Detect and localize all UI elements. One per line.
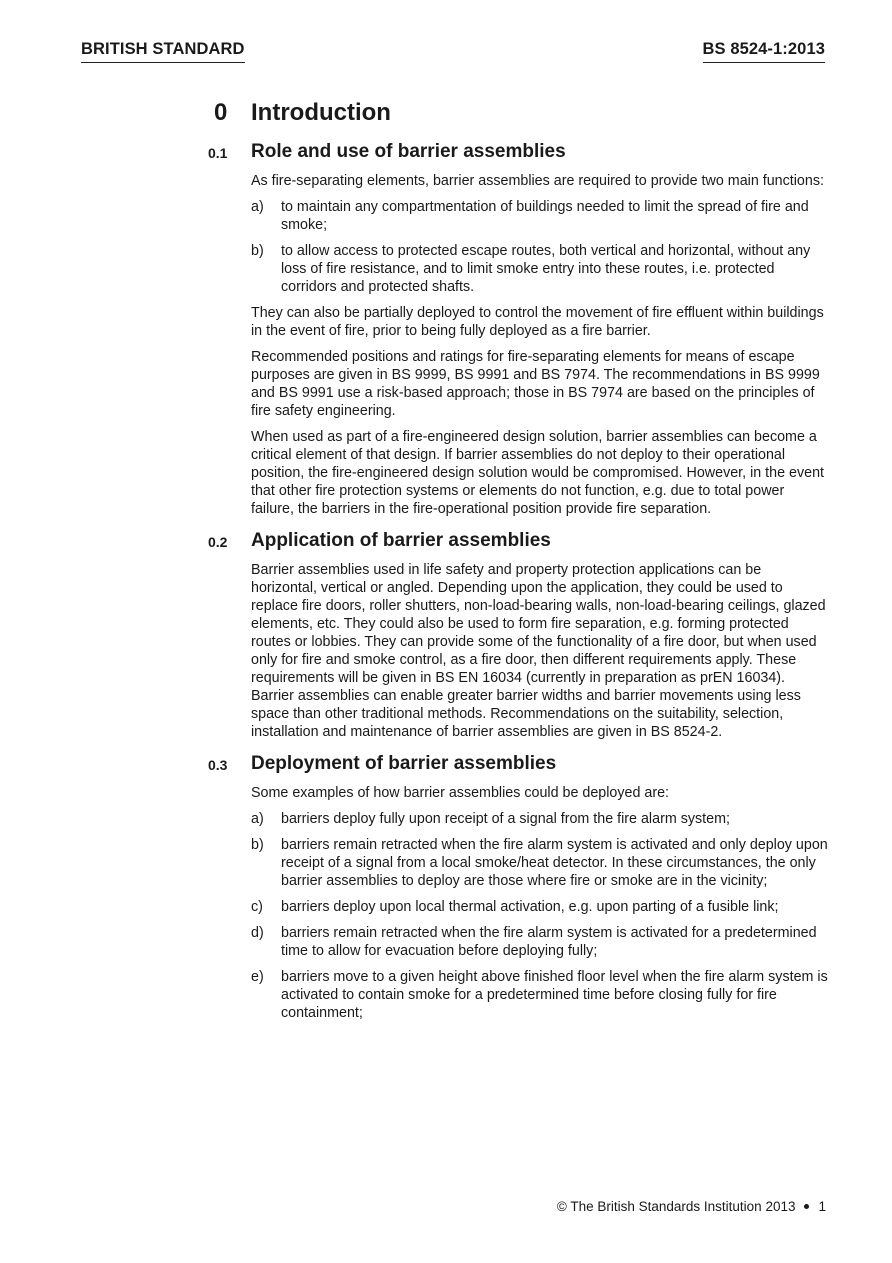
section-0-1 xyxy=(208,140,831,518)
paragraph: They can also be partially deployed to control the movement of fire effluent within buildings in the event of fire, prior to being fully deployed as a fire barrier. xyxy=(251,305,824,339)
list-marker: c) xyxy=(251,899,263,915)
section-title: Role and use of barrier assemblies xyxy=(251,141,566,162)
list-item xyxy=(251,836,831,890)
chapter-title: Introduction xyxy=(251,99,391,126)
section-intro: As fire-separating elements, barrier assemblies are required to provide two main functions: xyxy=(251,173,824,189)
page-footer xyxy=(557,1199,826,1214)
copyright-text: © The British Standards Institution 2013 xyxy=(556,1199,796,1214)
section-number: 0.2 xyxy=(208,534,228,550)
list-marker: b) xyxy=(251,837,264,853)
section-intro: Some examples of how barrier assemblies could be deployed are: xyxy=(251,785,670,801)
list-item-text: barriers deploy fully upon receipt of a signal from the fire alarm system; xyxy=(281,811,730,827)
list-item xyxy=(251,968,831,1022)
list-marker: b) xyxy=(251,243,264,259)
page-number: 1 xyxy=(818,1199,826,1214)
list-item xyxy=(251,898,831,916)
list-item-text: to allow access to protected escape routes, both vertical and horizontal, without any loss of fire resistance, and to limit smoke entry into these routes, i.e. protected corridors and protected shafts. xyxy=(281,243,811,295)
list-item-text: to maintain any compartmentation of buildings needed to limit the spread of fire and smoke; xyxy=(281,199,809,233)
paragraph: Recommended positions and ratings for fire-separating elements for means of escape purposes are given in BS 9999, BS 9991 and BS 7974. The recommendations in BS 9999 and BS 9991 use a risk-based approach; those in BS 7974 are based on the principles of fire safety engineering. xyxy=(251,349,820,419)
list-marker: a) xyxy=(251,199,264,215)
bullet-separator xyxy=(804,1204,809,1209)
chapter-number: 0 xyxy=(214,99,228,126)
section-0-2 xyxy=(208,529,831,741)
section-number: 0.3 xyxy=(208,757,228,773)
list-marker: d) xyxy=(251,925,264,941)
list-item-text: barriers move to a given height above finished floor level when the fire alarm system is activated to contain smoke for a predetermined time before closing fully for fire containment; xyxy=(281,969,828,1021)
section-number: 0.1 xyxy=(208,145,228,161)
list-item xyxy=(251,810,831,828)
section-title: Deployment of barrier assemblies xyxy=(251,753,557,774)
list-marker: e) xyxy=(251,969,264,985)
list-item-text: barriers deploy upon local thermal activation, e.g. upon parting of a fusible link; xyxy=(281,899,779,915)
header-right: BS 8524-1:2013 xyxy=(703,40,825,63)
list-item xyxy=(251,198,831,234)
section-title: Application of barrier assemblies xyxy=(251,530,551,551)
section-0-3 xyxy=(208,752,831,1022)
paragraph: Barrier assemblies used in life safety and property protection applications can be horizontal, vertical or angled. Depending upon the application, they could be used to replace fire doors, roller shutters, non-load-bearing walls, non-load-bearing ceilings, glazed elements, etc. They could also be used to form fire separation, e.g. forming protected routes or lobbies. They can provide some of the functionality of a fire door, but when used only for fire and smoke control, as a fire door, then different requirements apply. These requirements will be given in BS EN 16034 (currently in preparation as prEN 16034). Barrier assemblies can enable greater barrier widths and barrier movements using less space than other traditional methods. Recommendations on the suitability, selection, installation and maintenance of barrier assemblies are given in BS 8524-2. xyxy=(251,562,826,740)
list-item-text: barriers remain retracted when the fire alarm system is activated and only deploy upon receipt of a signal from a local smoke/heat detector. In these circumstances, the only barrier assemblies to deploy are those where fire or smoke are in the vicinity; xyxy=(281,837,828,889)
list-item xyxy=(251,242,831,296)
list-item xyxy=(251,924,831,960)
list-item-text: barriers remain retracted when the fire alarm system is activated for a predetermined time to allow for evacuation before deploying fully; xyxy=(281,925,817,959)
header-left: BRITISH STANDARD xyxy=(81,40,245,63)
list-marker: a) xyxy=(251,811,264,827)
paragraph: When used as part of a fire-engineered design solution, barrier assemblies can become a critical element of that design. If barrier assemblies do not deploy to their operational position, the fire-engineered design solution would be compromised. However, in the event that other fire protection systems or elements do not function, e.g. due to total power failure, the barriers in the fire-operational position provide fire separation. xyxy=(251,429,825,517)
document-body xyxy=(208,140,831,1030)
